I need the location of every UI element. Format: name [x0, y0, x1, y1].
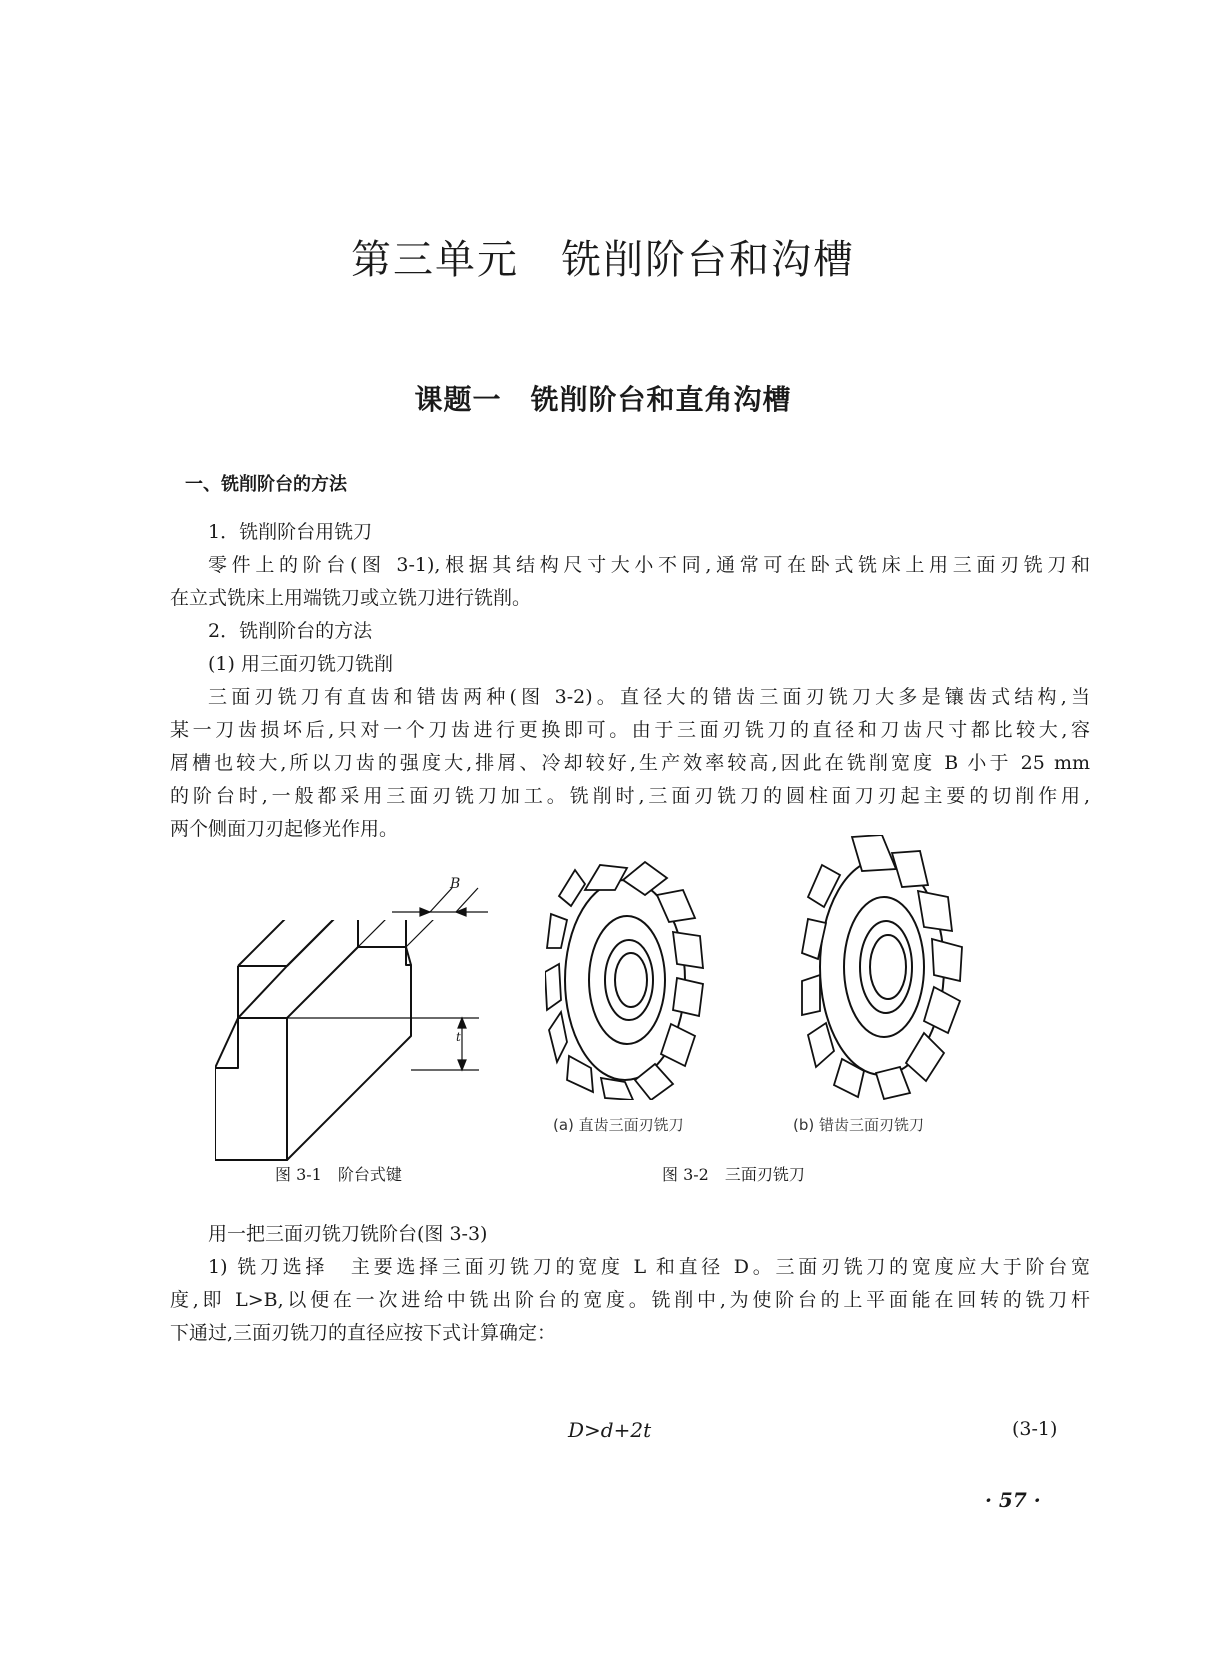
figure-3-1-dimension-B [380, 870, 500, 940]
paragraph-line: 在立式铣床上用端铣刀或立铣刀进行铣削。 [170, 587, 532, 609]
chapter-title: 第三单元 铣削阶台和沟槽 [351, 237, 855, 283]
paragraph-line: 三面刃铣刀有直齿和错齿两种(图 3-2)。直径大的错齿三面刃铣刀大多是镶齿式结构,当 [208, 686, 1090, 708]
subheading-4: 用一把三面刃铣刀铣阶台(图 3-3) [208, 1223, 488, 1245]
figure-3-2a-straight-tooth-cutter [545, 860, 705, 1100]
caption-3-2a: (a) 直齿三面刃铣刀 [553, 1116, 684, 1134]
caption-figure-3-1: 图 3-1 阶台式键 [275, 1165, 402, 1184]
lesson-title: 课题一 铣削阶台和直角沟槽 [414, 383, 792, 416]
paragraph-line: 下通过,三面刃铣刀的直径应按下式计算确定： [170, 1322, 557, 1344]
paragraph-line: 的阶台时,一般都采用三面刃铣刀加工。铣削时,三面刃铣刀的圆柱面刀刃起主要的切削作用, [170, 785, 1090, 807]
section-heading: 一、铣削阶台的方法 [185, 474, 347, 495]
paragraph-line: 两个侧面刀刃起修光作用。 [170, 818, 399, 840]
subheading-3: (1) 用三面刃铣刀铣削 [208, 653, 393, 675]
text-block-2 [170, 1218, 1090, 1350]
paragraph-line: 屑槽也较大,所以刀齿的强度大,排屑、冷却较好,生产效率较高,因此在铣削宽度 B 小于 25 mm [170, 752, 1090, 774]
label-b: B [450, 876, 461, 892]
formula: D>d+2t [568, 1418, 652, 1442]
figure-3-2b-staggered-tooth-cutter [800, 835, 970, 1100]
formula-number: (3-1) [1012, 1418, 1058, 1440]
caption-3-2b: (b) 错齿三面刃铣刀 [793, 1116, 924, 1134]
caption-figure-3-2: 图 3-2 三面刃铣刀 [662, 1165, 805, 1184]
subheading-1: 1．铣削阶台用铣刀 [208, 521, 373, 543]
paragraph-line: 某一刀齿损坏后,只对一个刀齿进行更换即可。由于三面刃铣刀的直径和刀齿尺寸都比较大,容 [170, 719, 1090, 741]
paragraph-line: 度,即 L>B,以便在一次进给中铣出阶台的宽度。铣削中,为使阶台的上平面能在回转的铣刀杆 [170, 1289, 1090, 1311]
paragraph-line: 1) 铣刀选择 主要选择三面刃铣刀的宽度 L 和直径 D。三面刃铣刀的宽度应大于阶台宽 [208, 1256, 1090, 1278]
label-t: t [456, 1030, 461, 1044]
figure-3-1-drawing [215, 920, 515, 1170]
page-number: · 57 · [985, 1488, 1041, 1512]
paragraph-line: 零件上的阶台(图 3-1),根据其结构尺寸大小不同,通常可在卧式铣床上用三面刃铣刀和 [208, 554, 1090, 576]
text-block-1 [170, 516, 1090, 846]
subheading-2: 2．铣削阶台的方法 [208, 620, 373, 642]
